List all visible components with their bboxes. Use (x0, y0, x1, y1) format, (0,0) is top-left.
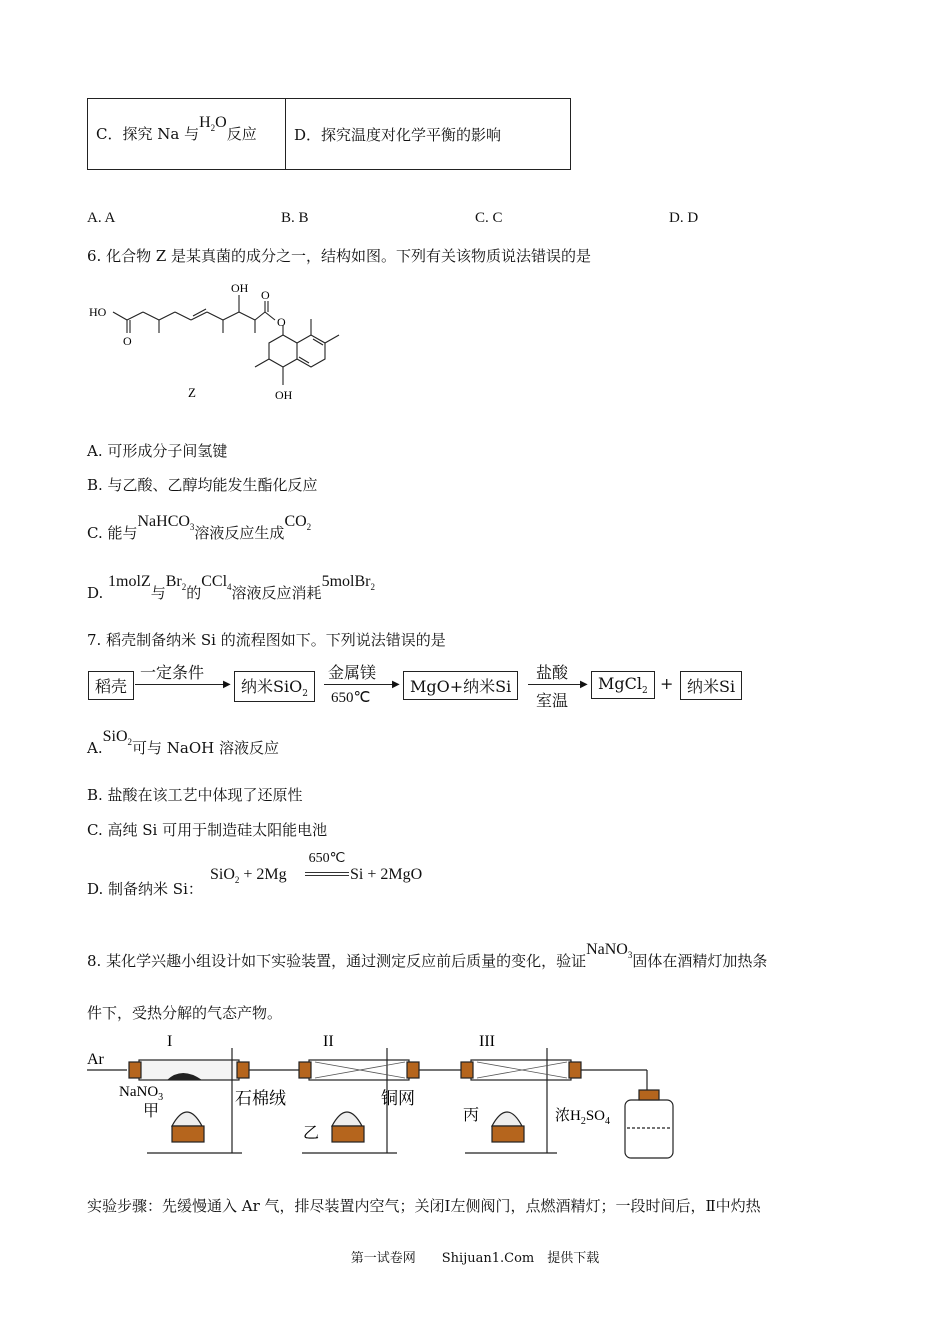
q7-equation: SiO$_2$ + 2Mg (210, 866, 287, 886)
arrowhead-3: ▶ (580, 679, 588, 690)
flow-arrow3 (528, 684, 584, 685)
flow-arrow3-bottom: 室温 (536, 691, 569, 710)
q5-option-a: A. A (87, 210, 116, 226)
q7-equation-right: Si + 2MgO (350, 866, 423, 883)
label-o-ketone: O (261, 288, 270, 302)
co2-formula: $CO_2$ (284, 513, 312, 533)
label-ar: Ar (87, 1051, 104, 1068)
q8-steps: 实验步骤：先缓慢通入 Ar 气，排尽装置内空气；关闭Ⅰ左侧阀门，点燃酒精灯；一段时间后，Ⅱ中灼热 (87, 1197, 761, 1215)
5molbr2-formula: 5molBr$_2$ (321, 573, 375, 593)
flow-box-mgcl2: MgCl$_2$ (591, 671, 655, 699)
h2o-formula: $H_2O$ (199, 113, 227, 134)
label-oh-bottom: OH (275, 388, 293, 402)
q6-stem: 6. 化合物 Z 是某真菌的成分之一，结构如图。下列有关该物质说法错误的是 (87, 247, 592, 265)
q7-equation-condition: 650℃ (308, 851, 346, 866)
compound-z-structure (85, 275, 355, 410)
label-bing: 丙 (463, 1107, 480, 1124)
q6-option-a: A. 可形成分子间氢键 (87, 442, 228, 460)
flow-arrow1-label: 一定条件 (140, 663, 205, 682)
arrowhead-2: ▶ (392, 679, 400, 690)
flow-box-nano-sio2: 纳米SiO$_2$ (234, 671, 315, 702)
label-copper: 铜网 (381, 1089, 415, 1108)
sio2-formula: SiO$_2$ (102, 728, 133, 748)
q5-option-b: B. B (281, 210, 309, 226)
option-c-prefix: C．探究 Na 与 (96, 124, 200, 143)
label-tube-i: I (167, 1033, 173, 1050)
label-z: Z (188, 385, 196, 400)
label-asbestos: 石棉绒 (235, 1089, 286, 1108)
option-d-text: D．探究温度对化学平衡的影响 (294, 125, 502, 144)
label-yi: 乙 (303, 1125, 320, 1142)
q6-option-b: B. 与乙酸、乙醇均能发生酯化反应 (87, 476, 318, 494)
options-table (87, 98, 571, 170)
q7-option-d-label: D. 制备纳米 Si： (87, 880, 203, 898)
q6-option-d: D. 1molZ与$Br_2$的CCl$_4$溶液反应消耗5molBr$_2$ (87, 573, 375, 602)
label-tube-ii: II (323, 1033, 334, 1050)
q5-option-d: D. D (669, 210, 699, 226)
flow-arrow2 (324, 684, 396, 685)
q7-option-c: C. 高纯 Si 可用于制造硅太阳能电池 (87, 821, 328, 839)
flow-arrow1 (135, 684, 227, 685)
label-o-acid: O (123, 334, 132, 348)
flow-box-mgo-si: MgO+纳米Si (403, 671, 518, 700)
ccl4-formula: CCl$_4$ (201, 573, 232, 593)
flow-arrow2-top: 金属镁 (328, 663, 377, 682)
label-ho: HO (89, 305, 107, 319)
page-footer: 第一试卷网 Shijuan1.Com 提供下载 (350, 1251, 600, 1266)
flow-arrow2-bottom: 650℃ (331, 690, 371, 706)
q6-option-c: C. 能与NaHCO$_3$溶液反应生成$CO_2$ (87, 513, 312, 542)
br2-formula: $Br_2$ (165, 573, 187, 593)
label-oh-top: OH (231, 281, 249, 295)
label-o-ester: O (277, 315, 286, 329)
q7-flow-diagram (88, 660, 748, 710)
flow-box-rice-husk: 稻壳 (88, 671, 134, 700)
q8-apparatus (87, 1028, 677, 1163)
flow-box-nano-si: 纳米Si (680, 671, 742, 700)
q7-stem: 7. 稻壳制备纳米 Si 的流程图如下。下列说法错误的是 (87, 631, 446, 649)
eq-sign-line1 (305, 872, 349, 873)
label-jia: 甲 (143, 1103, 160, 1120)
flow-plus: + (660, 674, 674, 693)
label-nano3: NaNO$_3$ (119, 1084, 164, 1103)
q7-option-b: B. 盐酸在该工艺中体现了还原性 (87, 786, 303, 804)
option-c-cell (88, 99, 286, 170)
q8-stem-line2: 件下，受热分解的气态产物。 (87, 1004, 283, 1022)
label-h2so4: 浓$H_2SO_4$ (555, 1108, 611, 1127)
arrowhead-1: ▶ (223, 679, 231, 690)
q5-option-c: C. C (475, 210, 503, 226)
option-d-cell (286, 99, 571, 170)
option-c-suffix: 反应 (226, 124, 257, 143)
label-tube-iii: III (479, 1033, 495, 1050)
q7-option-a: A.SiO$_2$可与 NaOH 溶液反应 (87, 728, 279, 757)
eq-sign-line2 (305, 875, 349, 876)
nahco3-formula: NaHCO$_3$ (137, 513, 195, 533)
flow-arrow3-top: 盐酸 (536, 663, 569, 682)
q8-stem-line1: 8. 某化学兴趣小组设计如下实验装置，通过测定反应前后质量的变化，验证NaNO$_3$固体在酒精灯加热条 (87, 941, 768, 970)
nano3-formula: NaNO$_3$ (586, 941, 633, 961)
